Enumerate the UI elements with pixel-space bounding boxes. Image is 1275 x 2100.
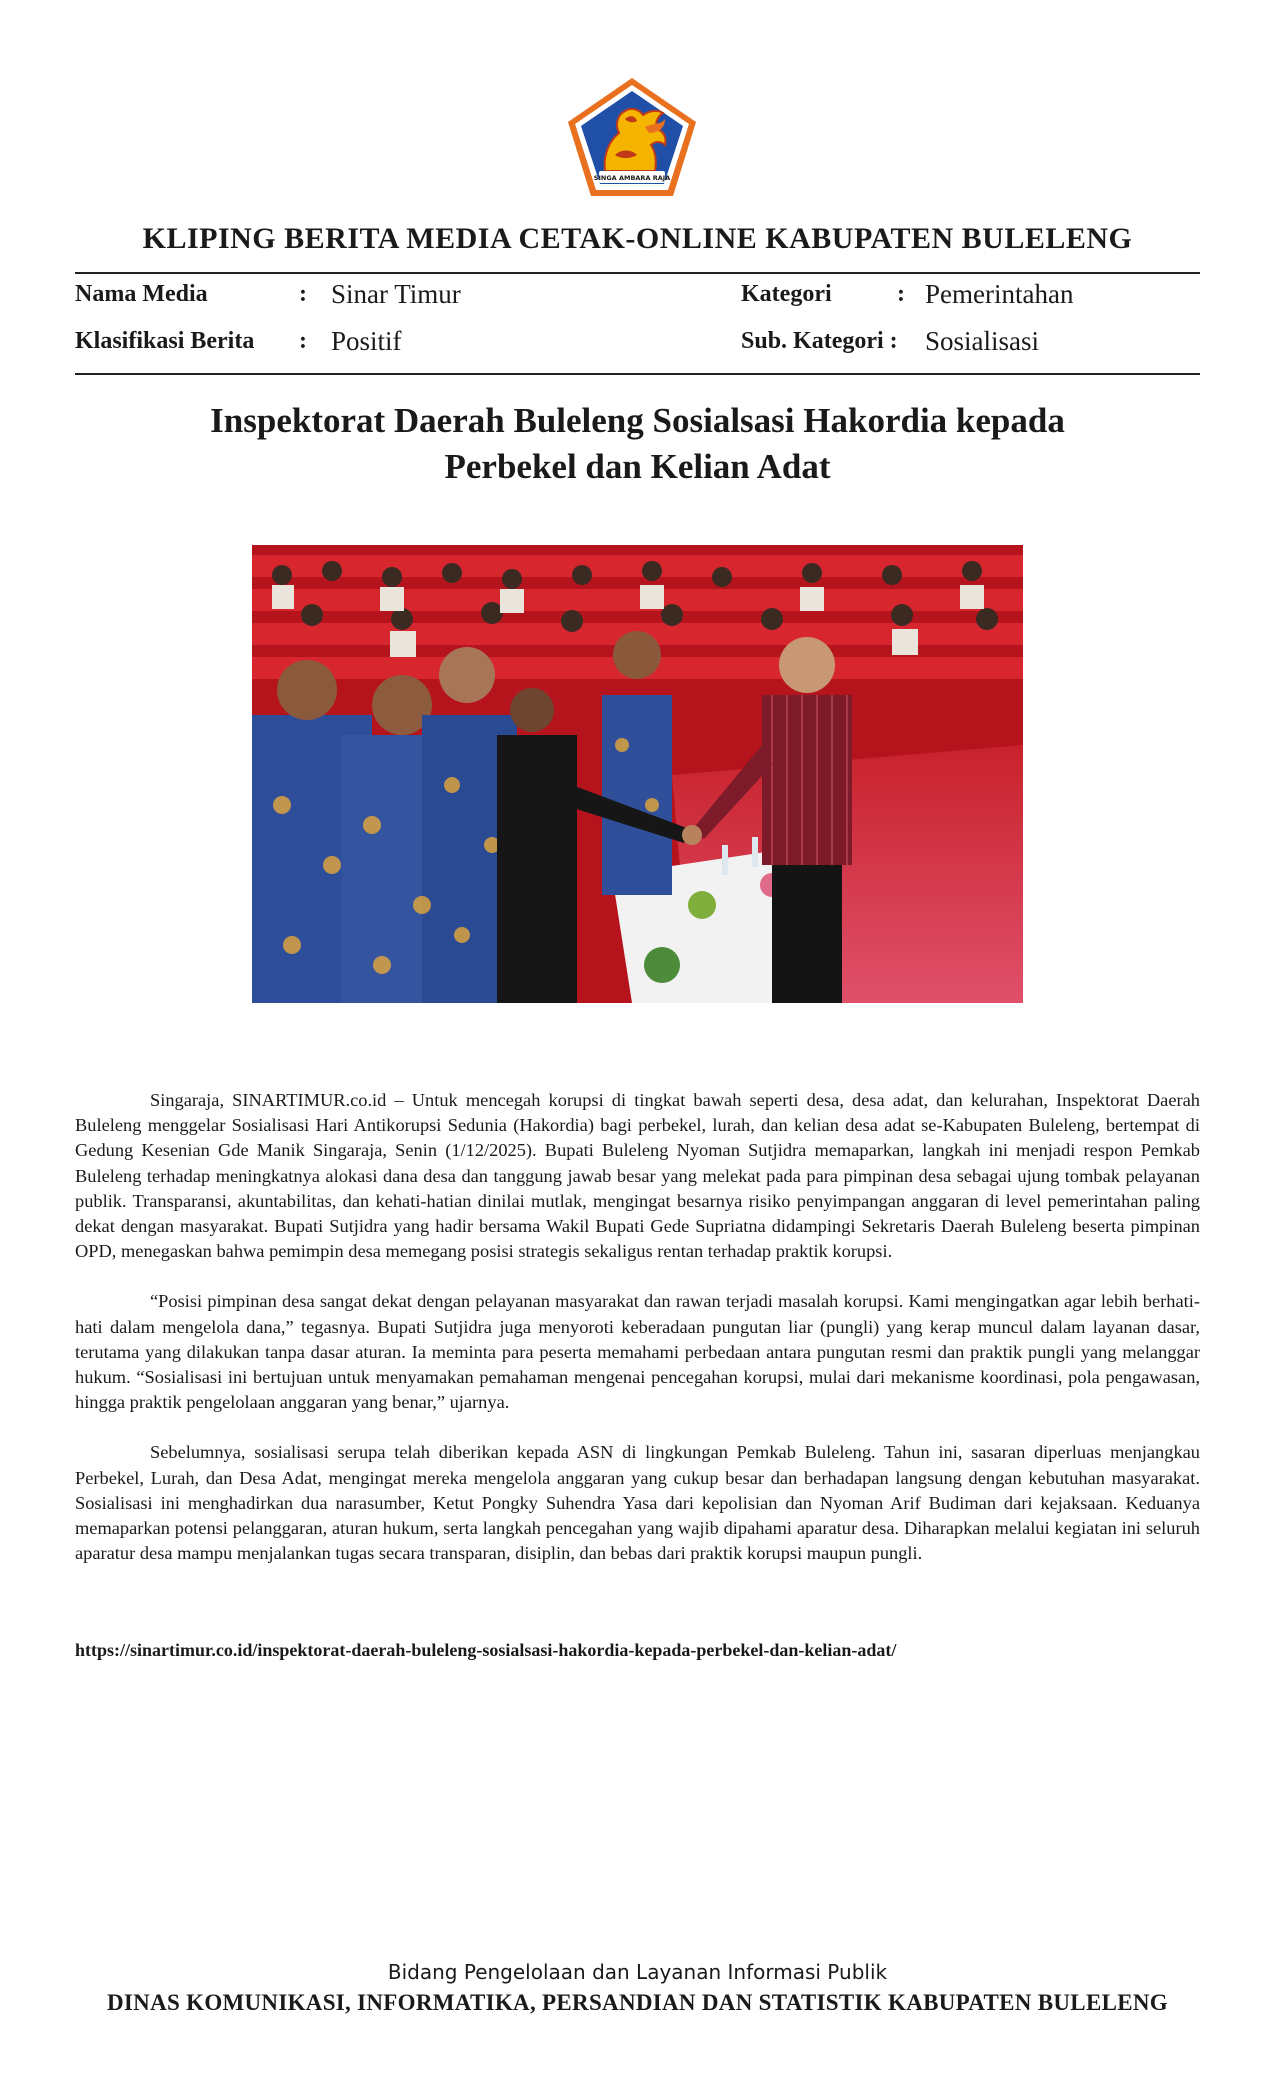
source-url-link[interactable]: https://sinartimur.co.id/inspektorat-daerah-buleleng-sosialsasi-hakordia-kepada-perbekel-dan-kelian-adat/ [75, 1640, 897, 1660]
article-paragraph: Singaraja, SINARTIMUR.co.id – Untuk mencegah korupsi di tingkat bawah seperti desa, desa adat, dan kelurahan, Inspektorat Daerah Buleleng menggelar Sosialisasi Hari Antikorupsi Sedunia (Hakordia) bagi perbekel, lurah, dan kelian desa adat se-Kabupaten Buleleng, bertempat di Gedung Kesenian Gde Manik Singaraja, Senin (1/12/2025). Bupati Buleleng Nyoman Sutjidra memaparkan, langkah ini menjadi respon Pemkab Buleleng terhadap meningkatnya alokasi dana desa dan tanggung jawab besar yang melekat pada para pimpinan desa sebagai ujung tombak pelayanan publik. Transparansi, akuntabilitas, dan kehati-hatian dinilai mutlak, mengingat besarnya risiko penyimpangan anggaran di level pemerintahan paling dekat dengan masyarakat. Bupati Sutjidra yang hadir bersama Wakil Bupati Gede Supriatna didampingi Sekretaris Daerah Buleleng beserta pimpinan OPD, menegaskan bahwa pemimpin desa memegang posisi strategis sekaligus rentan terhadap praktik korupsi. [75, 1090, 1200, 1262]
article-headline [150, 398, 1125, 490]
headline-line-1: Inspektorat Daerah Buleleng Sosialsasi Hakordia kepada [210, 401, 1065, 440]
footer-division: Bidang Pengelolaan dan Layanan Informasi Publik [387, 1960, 888, 1984]
classification-value: Positif [331, 326, 402, 356]
category-colon: : [897, 281, 905, 307]
media-name-value: Sinar Timur [331, 279, 461, 309]
classification-label: Klasifikasi Berita [75, 328, 255, 354]
masthead-title: KLIPING BERITA MEDIA CETAK-ONLINE KABUPATEN BULELENG [142, 222, 1133, 255]
footer-agency: DINAS KOMUNIKASI, INFORMATIKA, PERSANDIAN DAN STATISTIK KABUPATEN BULELENG [107, 1990, 1168, 2015]
headline-line-2: Perbekel dan Kelian Adat [444, 447, 831, 486]
event-handshake-photo [252, 545, 1023, 1003]
category-value: Pemerintahan [925, 279, 1074, 309]
category-label: Kategori [741, 281, 832, 307]
classification-colon: : [299, 328, 307, 354]
media-name-label: Nama Media [75, 281, 208, 307]
header-bottom-rule [75, 373, 1200, 375]
article-paragraph: “Posisi pimpinan desa sangat dekat dengan pelayanan masyarakat dan rawan terjadi masalah korupsi. Kami mengingatkan agar lebih berhati-hati dalam mengelola dana,” tegasnya. Bupati Sutjidra juga menyoroti keberadaan pungutan liar (pungli) yang kerap muncul dalam layanan dasar, terutama yang dilakukan tanpa dasar aturan. Ia meminta para peserta memahami perbedaan antara pungutan resmi dan praktik pungli yang melanggar hukum. “Sosialisasi ini bertujuan untuk menyamakan pemahaman mengenai pencegahan korupsi, mulai dari mekanisme koordinasi, pola pengawasan, hingga praktik pengelolaan anggaran yang benar,” ujarnya. [75, 1291, 1200, 1413]
article-body [75, 1088, 1200, 1591]
media-name-colon: : [299, 281, 307, 307]
subcategory-value: Sosialisasi [925, 326, 1040, 356]
subcategory-label: Sub. Kategori : [741, 328, 898, 354]
header-top-rule [75, 272, 1200, 274]
svg-text:SINGA AMBARA RAJA: SINGA AMBARA RAJA [593, 174, 671, 182]
buleleng-regency-crest-icon [565, 75, 699, 199]
article-paragraph: Sebelumnya, sosialisasi serupa telah diberikan kepada ASN di lingkungan Pemkab Buleleng. Tahun ini, sasaran diperluas menjangkau Perbekel, Lurah, dan Desa Adat, mengingat mereka mengelola anggaran yang cukup besar dan berhadapan langsung dengan kebutuhan masyarakat. Sosialisasi ini menghadirkan dua narasumber, Ketut Pongky Suhendra Yasa dari kepolisian dan Nyoman Arif Budiman dari kejaksaan. Keduanya memaparkan potensi pelanggaran, aturan hukum, serta langkah pencegahan yang wajib dipahami aparatur desa. Diharapkan melalui kegiatan ini seluruh aparatur desa mampu menjalankan tugas secara transparan, disiplin, dan bebas dari praktik korupsi maupun pungli. [75, 1442, 1200, 1564]
